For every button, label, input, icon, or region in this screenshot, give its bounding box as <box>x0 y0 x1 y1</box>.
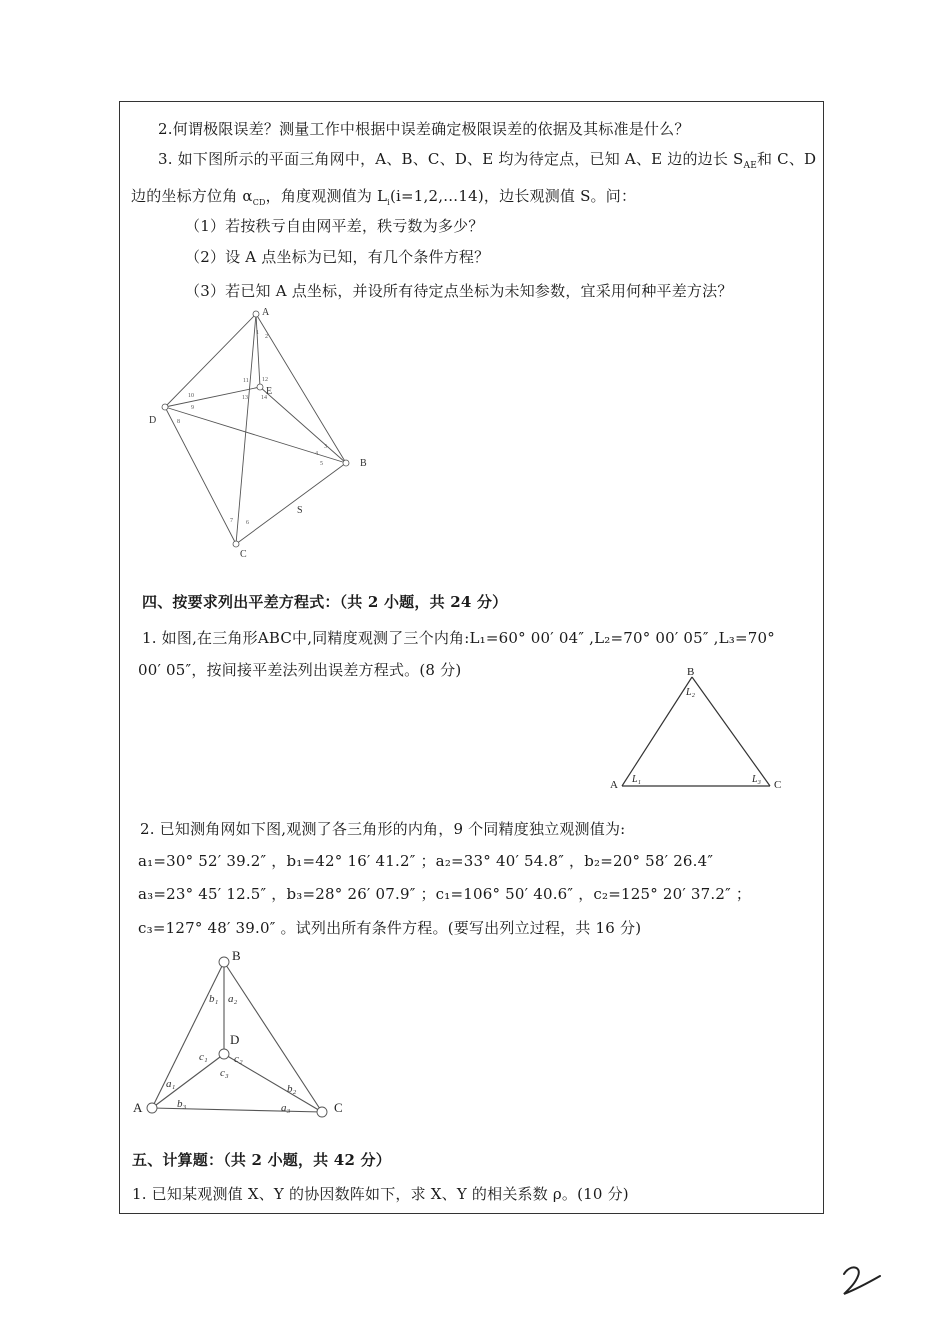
label-c: C <box>240 549 247 560</box>
triangle-side-bc <box>692 677 770 786</box>
label-b1: b₁ <box>209 993 219 1005</box>
edge-ae <box>256 314 260 387</box>
edge-ad <box>152 1054 224 1108</box>
angle-11: 11 <box>243 378 249 384</box>
triangle-label-b: B <box>687 666 695 678</box>
q3-text-b: 和 C、D <box>757 150 817 168</box>
question-3-sub2: （2）设 A 点坐标为已知，有几个条件方程？ <box>185 248 490 266</box>
point-a <box>147 1103 157 1113</box>
label-c1: c₁ <box>199 1051 208 1063</box>
label-a3: a₃ <box>281 1102 291 1114</box>
edge-ad <box>165 314 256 407</box>
triangle-label-l1: L₁ <box>632 774 642 785</box>
angle-4: 4 <box>315 451 318 457</box>
label-b2: b₂ <box>287 1083 297 1095</box>
point-d <box>162 404 168 410</box>
angle-12: 12 <box>262 377 268 383</box>
angle-6: 6 <box>246 520 249 526</box>
point-b <box>219 957 229 967</box>
label-a: A <box>262 307 270 318</box>
triangle-side-ab <box>622 677 692 786</box>
angle-14: 14 <box>261 395 267 401</box>
point-b <box>343 460 349 466</box>
q3-line2-c: (i=1,2,…14)，边长观测值 S。问： <box>389 187 637 205</box>
label-c2: c₂ <box>234 1053 243 1065</box>
section-4-problem-1-line2: 00′ 05″，按间接平差法列出误差方程式。(8 分) <box>138 661 462 679</box>
question-3-line2 <box>131 185 636 207</box>
edge-bc <box>236 463 346 544</box>
label-s: S <box>297 505 303 516</box>
question-3-line1 <box>158 148 816 171</box>
question-2: 2.何谓极限误差？测量工作中根据中误差确定极限误差的依据及其标准是什么？ <box>158 120 690 138</box>
angle-10: 10 <box>188 393 194 399</box>
point-a <box>253 311 259 317</box>
label-b: B <box>360 458 367 469</box>
angle-13: 13 <box>242 395 248 401</box>
q3-line2-a: 边的坐标方位角 α <box>131 187 253 205</box>
q3-sub-cd: CD <box>252 198 266 207</box>
q3-sub-i: i <box>387 198 390 207</box>
edge-dc <box>165 407 236 544</box>
point-c <box>233 541 239 547</box>
question-3-sub3: （3）若已知 A 点坐标，并设所有待定点坐标为未知参数，宜采用何种平差方法？ <box>185 282 733 300</box>
label-c: C <box>334 1100 343 1115</box>
question-3-sub1: （1）若按秩亏自由网平差，秩亏数为多少？ <box>185 217 484 235</box>
q3-line2-b: ，角度观测值为 L <box>265 187 388 205</box>
label-b: B <box>232 948 241 963</box>
label-a2: a₂ <box>228 993 238 1005</box>
label-d: D <box>149 415 157 426</box>
angle-7: 7 <box>230 518 233 524</box>
triangle-label-a: A <box>610 779 618 791</box>
section-5-heading: 五、计算题：（共 2 小题，共 42 分） <box>132 1151 391 1169</box>
q3-sub-ae: AE <box>743 161 758 171</box>
angle-2: 2 <box>265 334 268 340</box>
triangle-label-c: C <box>774 779 782 791</box>
label-a1: a₁ <box>166 1078 176 1090</box>
angle-8: 8 <box>177 419 180 425</box>
section-4-heading: 四、按要求列出平差方程式：（共 2 小题，共 24 分） <box>142 593 508 611</box>
point-e <box>257 384 263 390</box>
angle-5: 5 <box>320 461 323 467</box>
label-e: E <box>266 386 273 397</box>
triangulation-network-figure <box>140 300 380 570</box>
edge-ac <box>236 314 256 544</box>
section-4-problem-1-line1: 1. 如图,在三角形ABC中,同精度观测了三个内角:L₁=60° 00′ 04″ ,L₂=70° 00′ 05″ ,L₃=70° <box>142 629 775 647</box>
section-5-problem-1: 1. 已知某观测值 X、Y 的协因数阵如下，求 X、Y 的相关系数 ρ。(10 分) <box>132 1185 629 1203</box>
section-4-problem-2-line4: c₃=127° 48′ 39.0″ 。试列出所有条件方程。(要写出列立过程，共 16 分) <box>138 919 642 937</box>
q3-text-a: 3. 如下图所示的平面三角网中，A、B、C、D、E 均为待定点，已知 A、E 边的边长 S <box>158 150 744 168</box>
section-4-problem-2-line1: 2. 已知测角网如下图,观测了各三角形的内角，9 个同精度独立观测值为: <box>140 820 626 838</box>
handwritten-page-number <box>838 1262 888 1302</box>
point-c <box>317 1107 327 1117</box>
triangle-abc-figure <box>605 662 795 792</box>
section-4-problem-2-line3: a₃=23° 45′ 12.5″ ，b₃=28° 26′ 07.9″ ；c₁=106° 50′ 40.6″ ，c₂=125° 20′ 37.2″ ； <box>138 885 752 903</box>
triangle-label-l2: L₂ <box>686 687 696 698</box>
angle-9: 9 <box>191 405 194 411</box>
edge-eb <box>260 387 346 463</box>
point-d <box>219 1049 229 1059</box>
angle-3: 3 <box>324 444 327 450</box>
edge-ab <box>152 962 224 1108</box>
edge-db <box>165 407 346 463</box>
triangle-label-l3: L₃ <box>752 774 762 785</box>
label-b3: b₃ <box>177 1098 187 1110</box>
angle-1: 1 <box>256 330 259 336</box>
label-c3: c₃ <box>220 1067 229 1079</box>
section-4-problem-2-line2: a₁=30° 52′ 39.2″ ，b₁=42° 16′ 41.2″ ；a₂=33° 40′ 54.8″ ，b₂=20° 58′ 26.4″ <box>138 852 714 870</box>
angle-network-figure <box>125 940 355 1130</box>
label-a: A <box>133 1100 143 1115</box>
label-d: D <box>230 1032 240 1047</box>
